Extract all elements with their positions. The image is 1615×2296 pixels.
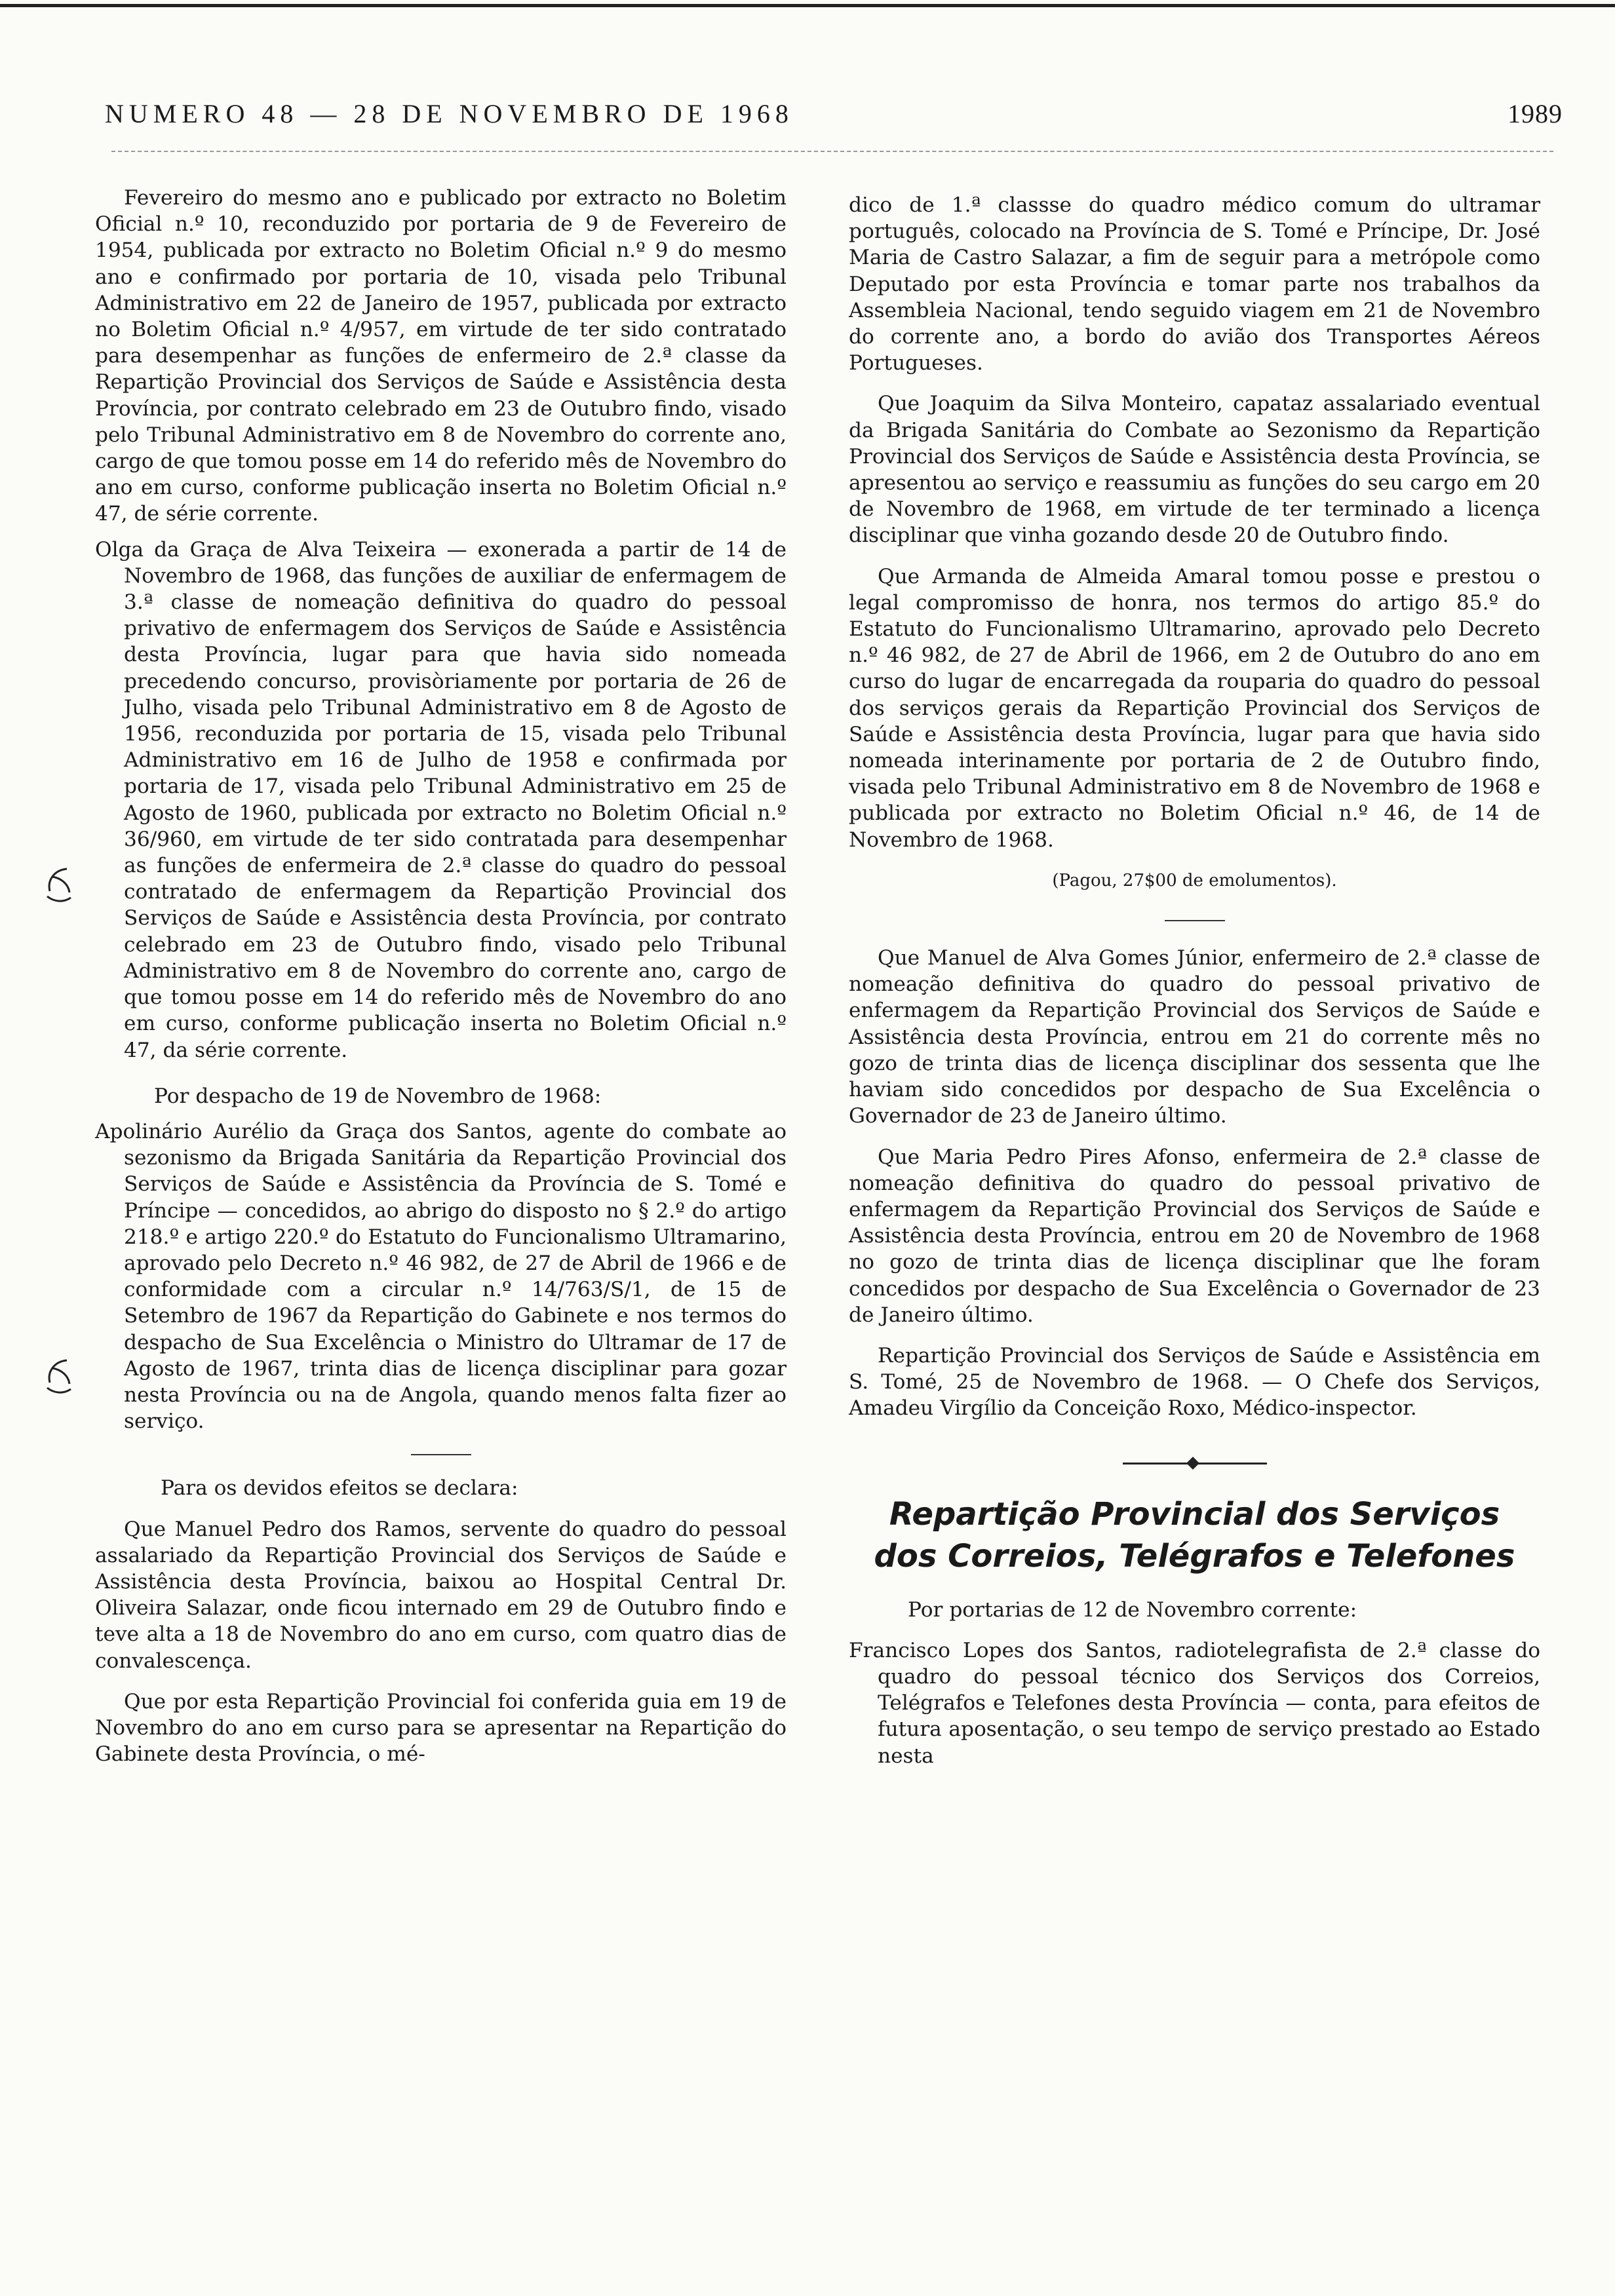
subheading: Para os devidos efeitos se declara: bbox=[161, 1476, 518, 1501]
punch-mark-2 bbox=[41, 1355, 80, 1401]
paragraph: Que Joaquim da Silva Monteiro, capataz assalariado eventual da Brigada Sanitária do Combate ao Sezonismo da Repartição Provincial dos Serviços de Saúde e Assistência desta Província, se apresentou ao serviço e reassumiu as funções do seu cargo em 20 de Novembro de 1968, em virtude de ter terminado a licença disciplinar que vinha gozando desde 20 de Outubro findo. bbox=[849, 392, 1540, 548]
section-title-line: Repartição Provincial dos Serviços bbox=[889, 1495, 1500, 1533]
right-column bbox=[849, 192, 1540, 1769]
section-title bbox=[849, 1493, 1540, 1577]
paragraph: Fevereiro do mesmo ano e publicado por extracto no Boletim Oficial n.º 10, reconduzido por portaria de 9 de Fevereiro de 1954, publicada por extracto no Boletim Oficial n.º 9 do mesmo ano e confirmado por portaria de 10, visada pelo Tribunal Administrativo em 22 de Janeiro de 1957, publicada por extracto no Boletim Oficial n.º 4/957, em virtude de ter sido contratado para desempenhar as funções de enfermeiro de 2.ª classe da Repartição Provincial dos Serviços de Saúde e Assistência desta Província, por contrato celebrado em 23 de Outubro findo, visado pelo Tribunal Administrativo em 8 de Novembro do corrente ano, cargo de que tomou posse em 14 do referido mês de Novembro do ano em curso, conforme publicação inserta no Boletim Oficial n.º 47, de série corrente. bbox=[95, 186, 787, 526]
paragraph: Francisco Lopes dos Santos, radiotelegrafista de 2.ª classe do quadro do pessoal técnico dos Serviços dos Correios, Telégrafos e Telefones desta Província — conta, para efeitos de futura aposentação, o seu tempo de serviço prestado ao Estado nesta bbox=[849, 1638, 1540, 1768]
header-rule bbox=[111, 151, 1553, 152]
paragraph: Olga da Graça de Alva Teixeira — exonerada a partir de 14 de Novembro de 1968, das funções de auxiliar de enfermagem de 3.ª classe de nomeação definitiva do quadro do pessoal privativo de enfermagem dos Serviços de Saúde e Assistência desta Província, lugar para que havia sido nomeada precedendo concurso, provisòriamente por portaria de 26 de Julho, visada pelo Tribunal Administrativo em 8 de Agosto de 1956, reconduzida por portaria de 15, visada pelo Tribunal Administrativo em 16 de Julho de 1958 e confirmada por portaria de 17, visada pelo Tribunal Administrativo em 25 de Agosto de 1960, publicada por extracto no Boletim Oficial n.º 36/960, em virtude de ter sido contratada para desempenhar as funções de enfermeira de 2.ª classe do quadro do pessoal contratado de enfermagem da Repartição Provincial dos Serviços de Saúde e Assistência desta Província, por contrato celebrado em 23 de Outubro findo, visado pelo Tribunal Administrativo em 8 de Novembro do corrente ano, cargo de que tomou posse em 14 do referido mês de Novembro do ano em curso, conforme publicação inserta no Boletim Oficial n.º 47, da série corrente. bbox=[95, 537, 787, 1062]
subheading: Por despacho de 19 de Novembro de 1968: bbox=[154, 1084, 602, 1108]
paragraph: Que Armanda de Almeida Amaral tomou posse e prestou o legal compromisso de honra, nos termos do artigo 85.º do Estatuto do Funcionalismo Ultramarino, aprovado pelo Decreto n.º 46 982, de 27 de Abril de 1966, em 2 de Outubro do ano em curso do lugar de encarregada da rouparia do quadro do pessoal dos serviços gerais da Repartição Provincial dos Serviços de Saúde e Assistência desta Província, lugar para que havia sido nomeada interinamente por portaria de 2 de Outubro findo, visada pelo Tribunal Administrativo em 8 de Novembro de 1968 e publicada por extracto no Boletim Oficial n.º 46, de 14 de Novembro de 1968. bbox=[849, 564, 1540, 852]
subheading: Por portarias de 12 de Novembro corrente: bbox=[908, 1598, 1357, 1622]
paragraph: Que Manuel de Alva Gomes Júnior, enfermeiro de 2.ª classe de nomeação definitiva do quadro do pessoal privativo de enfermagem da Repartição Provincial dos Serviços de Saúde e Assistência desta Província, entrou em 21 do corrente mês no gozo de trinta dias de licença disciplinar dos sessenta que lhe haviam sido concedidos por despacho de Sua Excelência o Governador de 23 de Janeiro último. bbox=[849, 946, 1540, 1128]
separator-rule bbox=[1165, 920, 1225, 921]
section-title-line: dos Correios, Telégrafos e Telefones bbox=[874, 1537, 1515, 1575]
paragraph: Que Maria Pedro Pires Afonso, enfermeira de 2.ª classe de nomeação definitiva do quadro do pessoal privativo de enfermagem da Repartição Provincial dos Serviços de Saúde e Assistência desta Província, entrou em 20 de Novembro de 1968 no gozo de trinta dias de licença disciplinar que lhe foram concedidos por despacho de Sua Excelência o Governador de 23 de Janeiro último. bbox=[849, 1145, 1540, 1327]
signature-paragraph: Repartição Provincial dos Serviços de Saúde e Assistência em S. Tomé, 25 de Novembro de 1968. — O Chefe dos Serviços, Amadeu Virgílio da Conceição Roxo, Médico-inspector. bbox=[849, 1343, 1540, 1421]
section-separator bbox=[1123, 1463, 1267, 1464]
top-rule bbox=[0, 4, 1615, 7]
paragraph: Que por esta Repartição Provincial foi conferida guia em 19 de Novembro do ano em curso para se apresentar na Repartição do Gabinete desta Província, o mé- bbox=[95, 1689, 787, 1767]
paragraph: Apolinário Aurélio da Graça dos Santos, agente do combate ao sezonismo da Brigada Sanitária da Repartição Provincial dos Serviços de Saúde e Assistência da Província de S. Tomé e Príncipe — concedidos, ao abrigo do disposto no § 2.º do artigo 218.º e artigo 220.º do Estatuto do Funcionalismo Ultramarino, aprovado pelo Decreto n.º 46 982, de 27 de Abril de 1966 e de conformidade com a circular n.º 14/763/S/1, de 15 de Setembro de 1967 da Repartição do Gabinete e nos termos do despacho de Sua Excelência o Ministro do Ultramar de 17 de Agosto de 1967, trinta dias de licença disciplinar para gozar nesta Província ou na de Angola, quando menos falta fizer ao serviço. bbox=[95, 1119, 787, 1434]
page-number: 1989 bbox=[1508, 99, 1563, 128]
paragraph: dico de 1.ª classse do quadro médico comum do ultramar português, colocado na Província de S. Tomé e Príncipe, Dr. José Maria de Castro Salazar, a fim de seguir para a metrópole como Deputado por esta Província e tomar parte nos trabalhos da Assembleia Nacional, tendo seguido viagem em 21 de Novembro do corrente ano, a bordo do avião dos Transportes Aéreos Portugueses. bbox=[849, 193, 1540, 375]
separator-rule bbox=[411, 1454, 471, 1455]
left-column bbox=[95, 185, 787, 1767]
issue-heading: NUMERO 48 — 28 DE NOVEMBRO DE 1968 bbox=[105, 99, 794, 128]
payment-note: (Pagou, 27$00 de emolumentos). bbox=[1052, 870, 1337, 890]
page-header bbox=[105, 98, 1563, 129]
punch-mark-1 bbox=[41, 864, 80, 909]
paragraph: Que Manuel Pedro dos Ramos, servente do quadro do pessoal assalariado da Repartição Provincial dos Serviços de Saúde e Assistência desta Província, baixou ao Hospital Central Dr. Oliveira Salazar, onde ficou internado em 29 de Outubro findo e teve alta a 18 de Novembro do ano em curso, com quatro dias de convalescença. bbox=[95, 1517, 787, 1673]
